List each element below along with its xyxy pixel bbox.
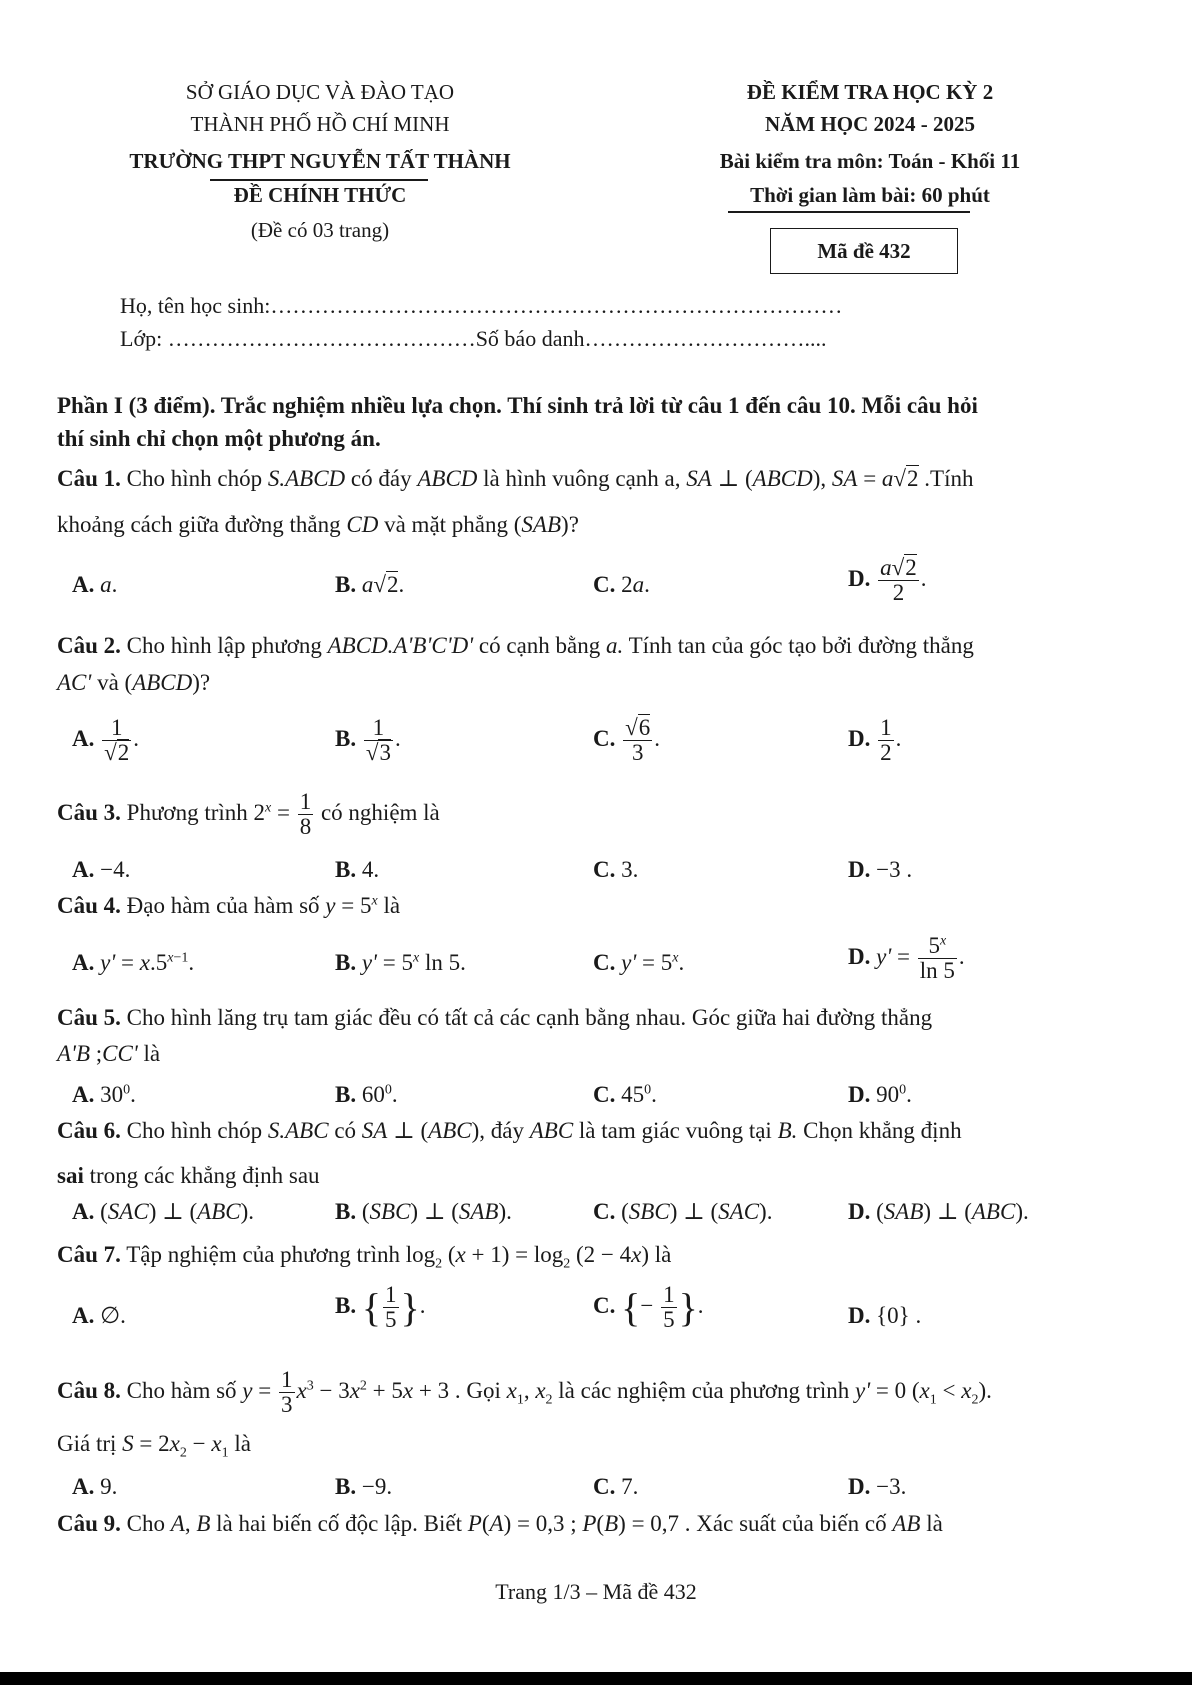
q3-option-d: D. −3 . bbox=[848, 857, 913, 882]
class-dots: …………………………………… bbox=[167, 326, 476, 351]
question-1: Câu 1. Cho hình chóp S.ABCD có đáy ABCD là hình vuông cạnh a, SA ⊥ (ABCD), SA = a√2 .Tính bbox=[57, 466, 974, 491]
question-4: Câu 4. Đạo hàm của hàm số $y = 5^x$ là bbox=[57, 893, 401, 918]
q8-label: Câu 8. bbox=[57, 1377, 121, 1403]
question-3: Câu 3. Phương trình $2^x$ = $\frac{1}{8}$ có nghiệm là bbox=[57, 789, 440, 840]
q8-option-a: A. 9. bbox=[72, 1474, 118, 1499]
q4-label: Câu 4. bbox=[57, 893, 121, 918]
question-6-cont: sai trong các khẳng định sau bbox=[57, 1163, 320, 1188]
q1-label: Câu 1. bbox=[57, 466, 121, 491]
q5-option-a: A. $30^0$. bbox=[72, 1082, 136, 1107]
header-official: ĐỀ CHÍNH THỨC bbox=[233, 183, 407, 207]
question-6: Câu 6. Cho hình chóp S.ABC có SA ⊥ (ABC), đáy ABC là tam giác vuông tại B. Chọn khẳng định bbox=[57, 1118, 962, 1143]
question-5: Câu 5. Cho hình lăng trụ tam giác đều có tất cả các cạnh bằng nhau. Góc giữa hai đường thẳng bbox=[57, 1005, 933, 1030]
name-label: Họ, tên học sinh: bbox=[120, 293, 271, 318]
q3-label: Câu 3. bbox=[57, 799, 121, 825]
q1-option-c: C. 2a. bbox=[593, 572, 650, 597]
q2-option-a: A. $\frac{1}{√2}$ . bbox=[72, 715, 139, 766]
exam-code: Mã đề 432 bbox=[817, 239, 911, 263]
header-city: THÀNH PHỐ HỒ CHÍ MINH bbox=[190, 112, 450, 136]
header-department: SỞ GIÁO DỤC VÀ ĐÀO TẠO bbox=[185, 80, 455, 104]
question-9: Câu 9. Cho A, B là hai biến cố độc lập. Biết P(A) = 0,3 ; P(B) = 0,7 . Xác suất của biến cố AB là bbox=[57, 1511, 943, 1536]
q7-label: Câu 7. bbox=[57, 1242, 121, 1267]
class-label: Lớp: bbox=[120, 326, 163, 351]
student-class-line bbox=[120, 326, 826, 352]
q7-option-a: A. ∅. bbox=[72, 1303, 126, 1328]
header-school: TRƯỜNG THPT NGUYỄN TẤT THÀNH bbox=[129, 149, 511, 173]
question-8: Câu 8. Cho hàm số y = $\frac{1}{3}$ $x^3 - 3x^2 + 5x + 3$ . Gọi $x_1$, $x_2$ là các nghiệm của phương trình y' = 0 $(x_1 < x_2)$. bbox=[57, 1367, 992, 1418]
question-1-cont: khoảng cách giữa đường thẳng CD và mặt phẳng (SAB)? bbox=[57, 512, 579, 537]
q9-label: Câu 9. bbox=[57, 1511, 121, 1536]
header-pages: (Đề có 03 trang) bbox=[250, 218, 390, 242]
q4-option-a: A. $y' = x.5^{x-1}$. bbox=[72, 950, 195, 975]
name-dots: …………………………………………………………………… bbox=[270, 293, 843, 318]
q8-option-d: D. −3. bbox=[848, 1474, 907, 1499]
q7-option-c: C. {− $\frac{1}{5}$ }. bbox=[593, 1282, 704, 1333]
question-8-cont: Giá trị $S = 2x_2 - x_1$ là bbox=[57, 1431, 251, 1461]
question-5-cont: A'B ;CC' là bbox=[57, 1041, 161, 1066]
q1-option-d: D. $\frac{a√2}{2}$ . bbox=[848, 555, 927, 606]
school-underline bbox=[210, 179, 428, 181]
q2-option-d: D. $\frac{1}{2}$ . bbox=[848, 715, 902, 766]
q2-option-b: B. $\frac{1}{√3}$ . bbox=[335, 715, 401, 766]
q5-label: Câu 5. bbox=[57, 1005, 121, 1030]
q3-option-b: B. 4. bbox=[335, 857, 380, 882]
header-duration: Thời gian làm bài: 60 phút bbox=[750, 183, 990, 207]
q8-option-b: B. −9. bbox=[335, 1474, 393, 1499]
q5-option-b: B. $60^0$. bbox=[335, 1082, 398, 1107]
q5-option-c: C. $45^0$. bbox=[593, 1082, 657, 1107]
q5-option-d: D. $90^0$. bbox=[848, 1082, 912, 1107]
question-2-cont: AC' và (ABCD)? bbox=[57, 670, 211, 695]
q3-option-a: A. −4. bbox=[72, 857, 131, 882]
q6-option-c: C. (SBC) ⊥ (SAC). bbox=[593, 1199, 773, 1224]
sbd-dots: ………………………….... bbox=[584, 326, 827, 351]
header-exam-title: ĐỀ KIỂM TRA HỌC KỲ 2 bbox=[746, 80, 994, 104]
q2-option-c: C. $\frac{√6}{3}$ . bbox=[593, 715, 660, 766]
q7-option-d: D. {0} . bbox=[848, 1303, 922, 1328]
header-subject: Bài kiểm tra môn: Toán - Khối 11 bbox=[719, 149, 1021, 173]
q3-option-c: C. 3. bbox=[593, 857, 639, 882]
q6-option-a: A. (SAC) ⊥ (ABC). bbox=[72, 1199, 255, 1224]
q6-option-b: B. (SBC) ⊥ (SAB). bbox=[335, 1199, 512, 1224]
q7-option-b: B. { $\frac{1}{5}$ }. bbox=[335, 1282, 426, 1333]
q4-option-d: D. y' = $\frac{5^x}{\ln 5}$ . bbox=[848, 933, 965, 984]
page-footer: Trang 1/3 – Mã đề 432 bbox=[495, 1579, 697, 1604]
part1-title: Phần I (3 điểm). Trắc nghiệm nhiều lựa chọn. Thí sinh trả lời từ câu 1 đến câu 10. Mỗi câu hỏi bbox=[57, 393, 978, 418]
q6-label: Câu 6. bbox=[57, 1118, 121, 1143]
duration-underline bbox=[728, 211, 970, 213]
q4-option-c: C. $y' = 5^x$. bbox=[593, 950, 685, 975]
header-school-year: NĂM HỌC 2024 - 2025 bbox=[765, 112, 975, 136]
scan-edge-bar bbox=[0, 1672, 1192, 1685]
question-2: Câu 2. Cho hình lập phương ABCD.A'B'C'D' có cạnh bằng a. Tính tan của góc tạo bởi đường thẳng bbox=[57, 633, 974, 658]
q8-option-c: C. 7. bbox=[593, 1474, 639, 1499]
q6-option-d: D. (SAB) ⊥ (ABC). bbox=[848, 1199, 1029, 1224]
q4-option-b: B. $y' = 5^x$ ln 5. bbox=[335, 950, 466, 975]
q1-option-b: B. a√2. bbox=[335, 572, 405, 597]
question-7: Câu 7. Tập nghiệm của phương trình $\log_2 (x + 1) = \log_2 (2 - 4x)$ là bbox=[57, 1242, 672, 1272]
sbd-label: Số báo danh bbox=[475, 326, 585, 351]
q1-option-a: A. a. bbox=[72, 572, 118, 597]
part1-title-2: thí sinh chỉ chọn một phương án. bbox=[57, 426, 381, 451]
student-name-line bbox=[120, 293, 842, 319]
q2-label: Câu 2. bbox=[57, 633, 121, 658]
